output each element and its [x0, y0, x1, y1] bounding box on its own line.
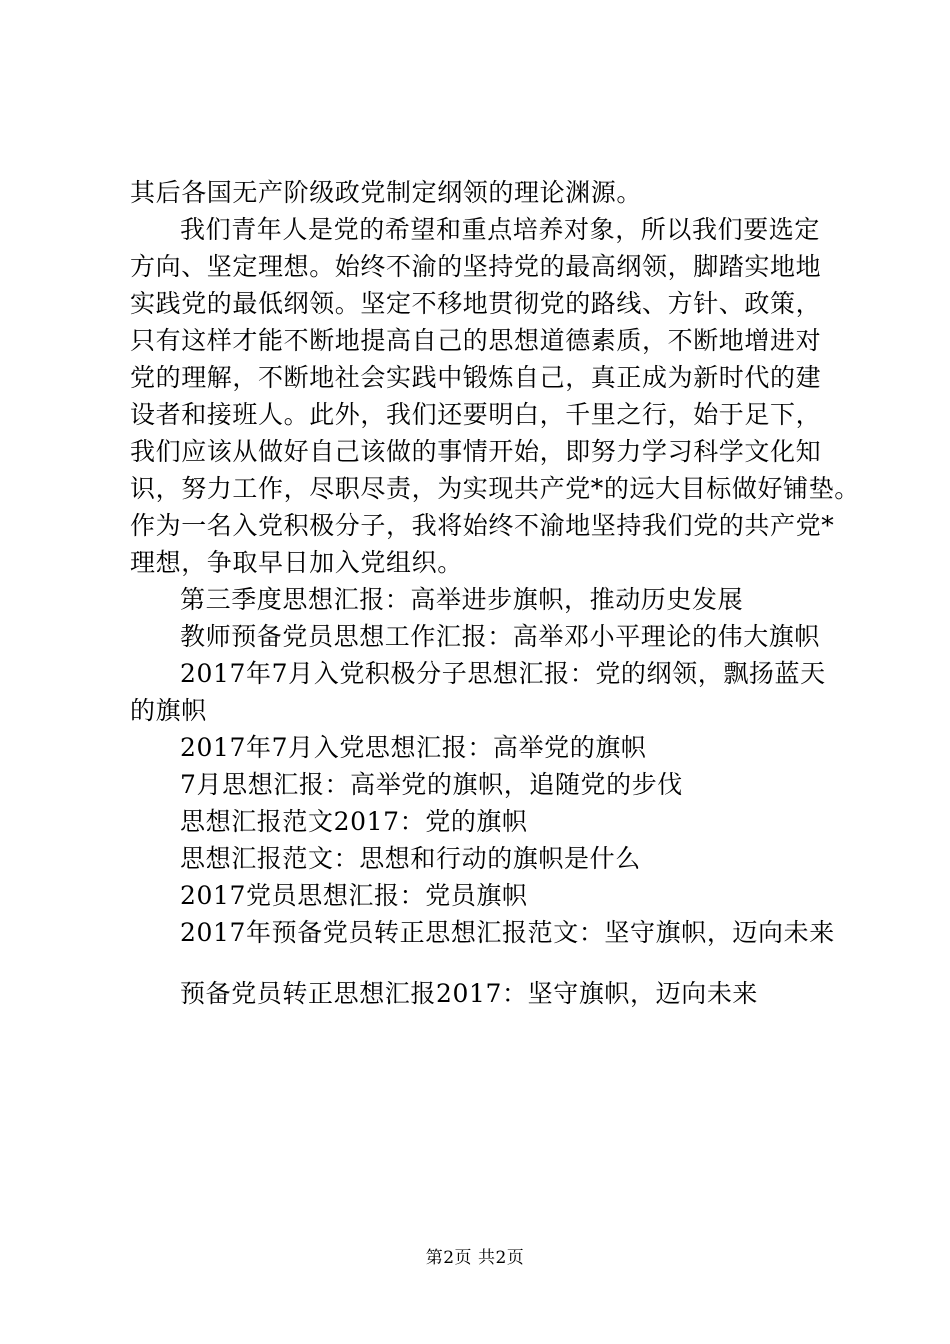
- related-link[interactable]: 2017党员思想汇报：党员旗帜: [180, 881, 528, 910]
- related-link[interactable]: [130, 655, 835, 729]
- paragraph-line: 作为一名入党积极分子，我将始终不渝地坚持我们党的共产党*: [130, 511, 835, 540]
- paragraph-line: 我们应该从做好自己该做的事情开始，即努力学习科学文化知: [130, 437, 822, 466]
- document-body: [130, 174, 860, 1012]
- paragraph-main: [130, 211, 860, 581]
- related-link[interactable]: 2017年预备党员转正思想汇报范文：坚守旗帜，迈向未来: [180, 918, 835, 947]
- related-links-list: [130, 581, 835, 951]
- paragraph-line: 我们青年人是党的希望和重点培养对象，所以我们要选定: [180, 215, 821, 244]
- paragraph-line: 理想，争取早日加入党组织。: [130, 548, 463, 577]
- related-link[interactable]: 第三季度思想汇报：高举进步旗帜，推动历史发展: [180, 585, 744, 614]
- page-number-footer: 第2页 共2页: [425, 1248, 525, 1268]
- paragraph-line: 实践党的最低纲领。坚定不移地贯彻党的路线、方针、政策，: [130, 289, 822, 318]
- related-link[interactable]: 7月思想汇报：高举党的旗帜，追随党的步伐: [180, 770, 683, 799]
- related-link[interactable]: 思想汇报范文2017：党的旗帜: [180, 807, 528, 836]
- related-link-last[interactable]: 预备党员转正思想汇报2017：坚守旗帜，迈向未来: [180, 979, 759, 1008]
- paragraph-line: 识，努力工作，尽职尽责，为实现共产党*的远大目标做好铺垫。: [130, 474, 860, 503]
- related-link[interactable]: 思想汇报范文：思想和行动的旗帜是什么: [180, 844, 641, 873]
- related-link[interactable]: 2017年7月入党思想汇报：高举党的旗帜: [180, 733, 647, 762]
- related-link-line: 的旗帜: [130, 696, 207, 725]
- related-link[interactable]: 教师预备党员思想工作汇报：高举邓小平理论的伟大旗帜: [180, 622, 821, 651]
- paragraph-line: 设者和接班人。此外，我们还要明白，千里之行，始于足下，: [130, 400, 822, 429]
- paragraph-line: 党的理解，不断地社会实践中锻炼自己，真正成为新时代的建: [130, 363, 822, 392]
- paragraph-line: 方向、坚定理想。始终不渝的坚持党的最高纲领，脚踏实地地: [130, 252, 822, 281]
- paragraph-tail-line: 其后各国无产阶级政党制定纲领的理论渊源。: [130, 178, 643, 207]
- related-link-line: 2017年7月入党积极分子思想汇报：党的纲领，飘扬蓝天: [180, 659, 826, 688]
- paragraph-line: 只有这样才能不断地提高自己的思想道德素质，不断地增进对: [130, 326, 822, 355]
